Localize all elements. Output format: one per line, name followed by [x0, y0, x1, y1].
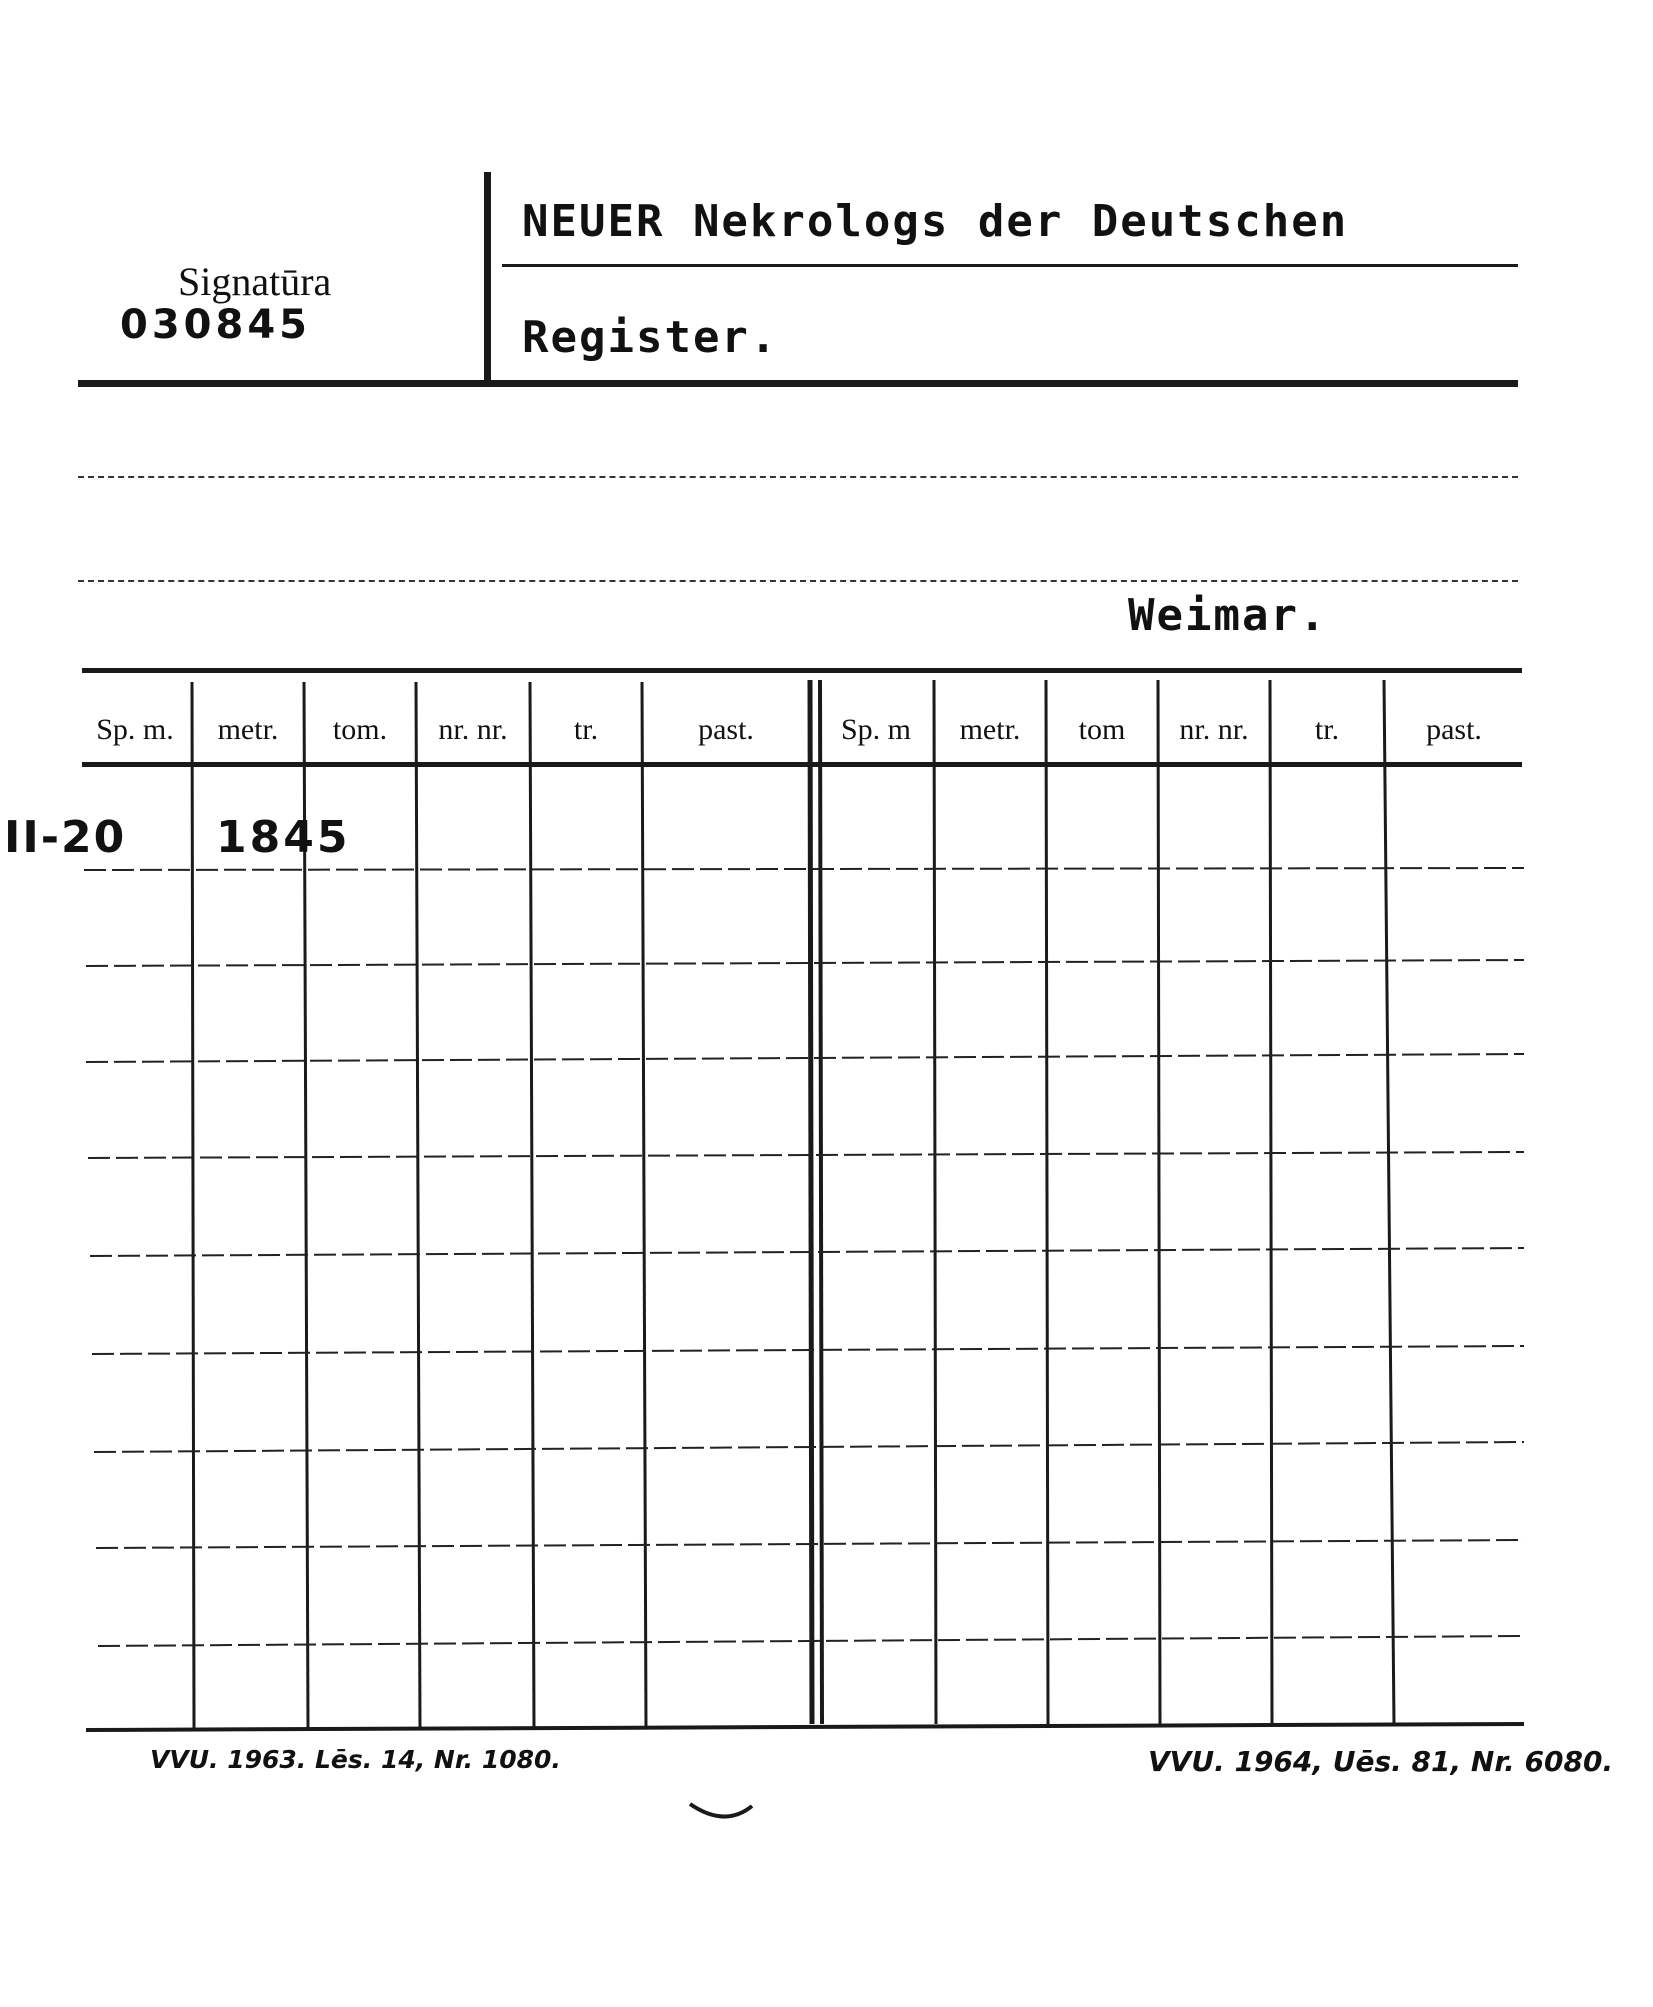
col-header-metr: metr.	[217, 713, 279, 746]
document-title: NEUER Nekrologs der Deutschen	[522, 196, 1349, 247]
footer-note-left: VVU. 1963. Lēs. 14, Nr. 1080.	[150, 1745, 561, 1774]
col-header-tom-right: tom	[1078, 713, 1126, 746]
place-label: Weimar.	[1128, 590, 1328, 641]
footer-note-right: VVU. 1964, Uēs. 81, Nr. 6080.	[1148, 1745, 1614, 1778]
grid-col-line	[1158, 680, 1160, 1724]
entry-metr: 1845	[216, 812, 351, 863]
grid-col-line	[416, 682, 420, 1728]
grid-center-divider	[820, 680, 822, 1724]
col-header-sp-m: Sp. m.	[96, 713, 174, 746]
table-bottom-rule	[86, 1724, 1524, 1730]
document-subtitle: Register.	[522, 312, 779, 363]
grid-col-line	[1270, 680, 1272, 1724]
col-header-metr-right: metr.	[959, 713, 1021, 746]
col-header-past: past.	[698, 713, 754, 746]
col-header-tr-right: tr.	[1314, 713, 1340, 746]
col-header-nr-nr: nr. nr.	[438, 713, 508, 746]
grid-row-line	[86, 1054, 1524, 1062]
entry-sp-m: II-20	[4, 812, 127, 863]
grid-col-line	[1384, 680, 1394, 1724]
signature-label: Signatūra	[178, 259, 332, 304]
col-header-tr: tr.	[573, 713, 599, 746]
signature-number: 030845	[120, 302, 311, 348]
grid-col-line	[642, 682, 646, 1728]
col-header-tom: tom.	[332, 713, 388, 746]
col-header-nr-nr-right: nr. nr.	[1179, 713, 1249, 746]
grid-col-line	[1046, 680, 1048, 1724]
col-header-sp-m-right: Sp. m	[840, 713, 912, 746]
grid-col-line	[934, 680, 936, 1724]
grid-row-line	[88, 1152, 1524, 1158]
stamp-mark	[690, 1804, 752, 1817]
grid-center-divider	[810, 680, 812, 1724]
grid-row-line	[86, 960, 1524, 966]
grid-col-line	[192, 682, 194, 1728]
grid-col-line	[530, 682, 534, 1728]
col-header-past-right: past.	[1426, 713, 1482, 746]
grid-row-line	[84, 868, 1524, 870]
